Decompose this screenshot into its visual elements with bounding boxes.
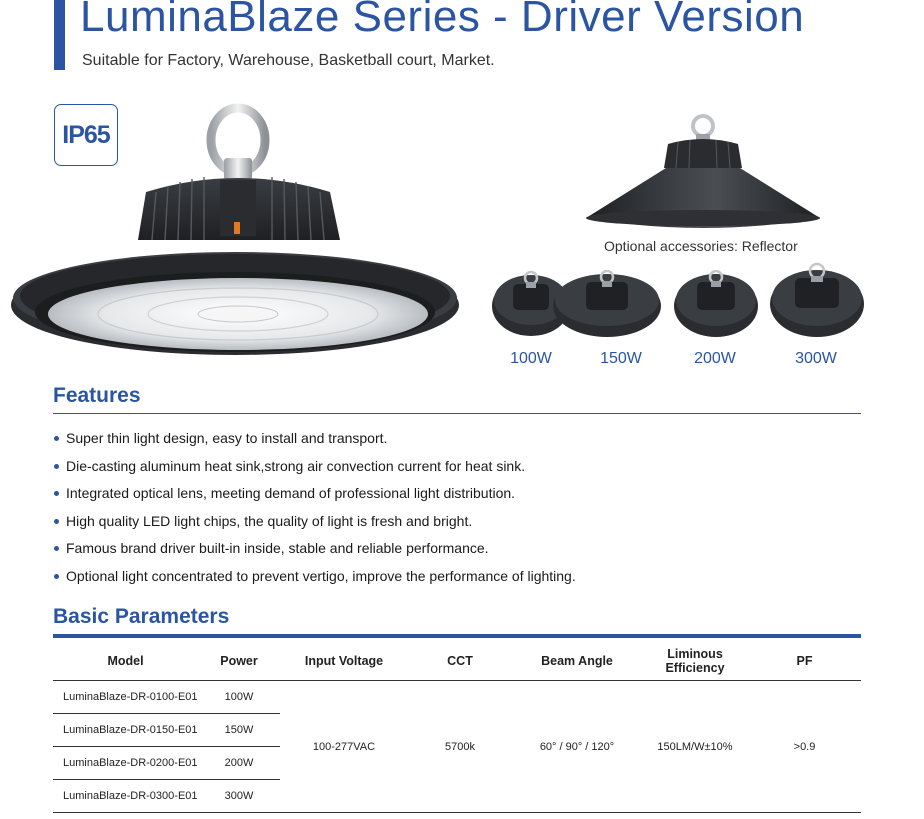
column-header-power: Power bbox=[198, 642, 280, 681]
list-item: High quality LED light chips, the quality of light is fresh and bright. bbox=[53, 513, 576, 541]
features-title: Features bbox=[53, 384, 141, 407]
parameters-title: Basic Parameters bbox=[53, 605, 230, 628]
accessories-label: Optional accessories: Reflector bbox=[604, 238, 798, 254]
model-cell: LuminaBlaze-DR-0200-E01 bbox=[53, 747, 198, 780]
list-item: Die-casting aluminum heat sink,strong air convection current for heat sink. bbox=[53, 458, 576, 486]
bullet-icon bbox=[54, 436, 59, 441]
variant-label-150w: 150W bbox=[600, 350, 642, 367]
input-voltage-cell: 100-277VAC bbox=[280, 681, 408, 813]
column-header-model: Model bbox=[53, 642, 198, 681]
parameters-divider bbox=[53, 634, 861, 638]
variant-label-300w: 300W bbox=[795, 350, 837, 367]
parameters-table bbox=[53, 642, 861, 813]
model-cell: LuminaBlaze-DR-0300-E01 bbox=[53, 780, 198, 813]
bullet-icon bbox=[54, 519, 59, 524]
power-cell: 150W bbox=[198, 714, 280, 747]
column-header-cct: CCT bbox=[408, 642, 512, 681]
power-cell: 300W bbox=[198, 780, 280, 813]
variant-150w-image bbox=[552, 270, 662, 338]
beam-angle-cell: 60° / 90° / 120° bbox=[512, 681, 642, 813]
features-divider bbox=[53, 413, 861, 414]
bullet-icon bbox=[54, 464, 59, 469]
reflector-image bbox=[584, 112, 822, 232]
model-cell: LuminaBlaze-DR-0150-E01 bbox=[53, 714, 198, 747]
table-header-row bbox=[53, 642, 861, 681]
efficiency-cell: 150LM/W±10% bbox=[642, 681, 748, 813]
list-item: Optional light concentrated to prevent vertigo, improve the performance of lighting. bbox=[53, 568, 576, 596]
bullet-icon bbox=[54, 574, 59, 579]
pf-cell: >0.9 bbox=[748, 681, 861, 813]
column-header-efficiency: Liminous Efficiency bbox=[642, 642, 748, 681]
page-subtitle: Suitable for Factory, Warehouse, Basketball court, Market. bbox=[82, 52, 495, 69]
table-row bbox=[53, 681, 861, 714]
list-item: Famous brand driver built-in inside, stable and reliable performance. bbox=[53, 540, 576, 568]
column-header-pf: PF bbox=[748, 642, 861, 681]
variant-300w-image bbox=[769, 262, 865, 338]
variant-label-200w: 200W bbox=[694, 350, 736, 367]
features-list bbox=[53, 430, 576, 596]
page-title: LuminaBlaze Series - Driver Version bbox=[80, 0, 805, 41]
list-item: Integrated optical lens, meeting demand of professional light distribution. bbox=[53, 485, 576, 513]
column-header-input-voltage: Input Voltage bbox=[280, 642, 408, 681]
bullet-icon bbox=[54, 491, 59, 496]
bullet-icon bbox=[54, 546, 59, 551]
variant-200w-image bbox=[673, 270, 759, 338]
column-header-beam-angle: Beam Angle bbox=[512, 642, 642, 681]
model-cell: LuminaBlaze-DR-0100-E01 bbox=[53, 681, 198, 714]
power-cell: 200W bbox=[198, 747, 280, 780]
list-item: Super thin light design, easy to install and transport. bbox=[53, 430, 576, 458]
variant-label-100w: 100W bbox=[510, 350, 552, 367]
power-cell: 100W bbox=[198, 681, 280, 714]
cct-cell: 5700k bbox=[408, 681, 512, 813]
title-accent-bar bbox=[54, 0, 65, 70]
ip65-badge: IP65 bbox=[54, 104, 118, 166]
